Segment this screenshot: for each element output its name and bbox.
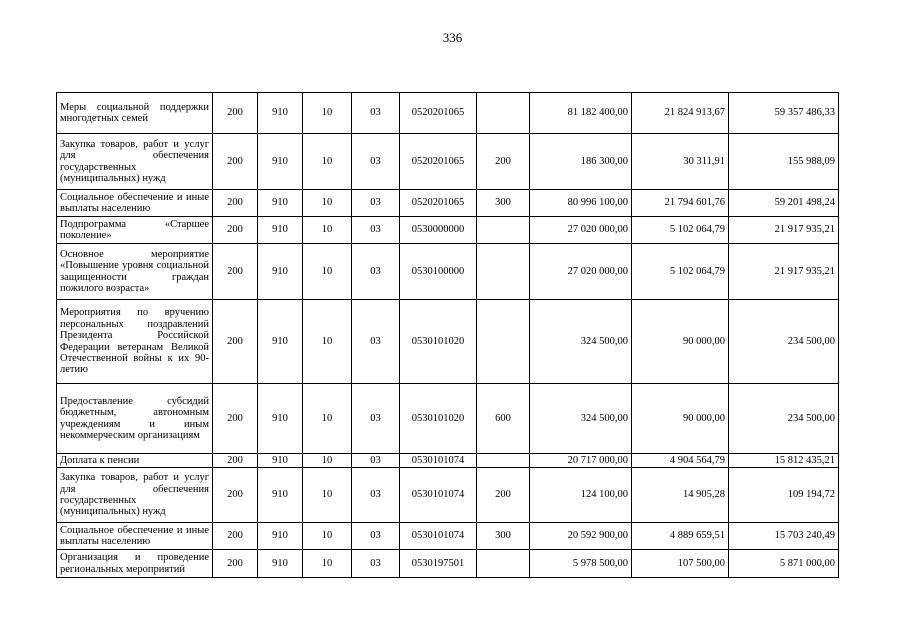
- cell-expense-type: [477, 217, 530, 244]
- cell-section: 10: [303, 244, 352, 300]
- budget-table: [56, 92, 839, 578]
- cell-name: Социальное обеспечение и иные выплаты населению: [57, 190, 213, 217]
- cell-expense-type: [477, 300, 530, 384]
- cell-expense-type: 200: [477, 468, 530, 523]
- cell-target-code: 0520201065: [400, 93, 477, 134]
- cell-remainder: 15 812 435,21: [729, 454, 839, 468]
- cell-executed: 107 500,00: [632, 550, 729, 578]
- cell-admin-code: 200: [213, 384, 258, 454]
- cell-planned: 186 300,00: [530, 134, 632, 190]
- cell-remainder: 15 703 240,49: [729, 523, 839, 550]
- table-body: [57, 93, 839, 578]
- cell-remainder: 21 917 935,21: [729, 244, 839, 300]
- cell-target-code: 0530197501: [400, 550, 477, 578]
- table-row: [57, 550, 839, 578]
- cell-target-code: 0520201065: [400, 134, 477, 190]
- cell-name: Мероприятия по вручению персональных поздравлений Президента Российской Федерации ветеранам Великой Отечественной войны к их 90-летию: [57, 300, 213, 384]
- cell-subsection: 03: [352, 93, 400, 134]
- cell-subsection: 03: [352, 190, 400, 217]
- cell-name: Основное мероприятие «Повышение уровня социальной защищенности граждан пожилого возраста»: [57, 244, 213, 300]
- cell-planned: 324 500,00: [530, 384, 632, 454]
- cell-remainder: 21 917 935,21: [729, 217, 839, 244]
- cell-remainder: 234 500,00: [729, 384, 839, 454]
- table-row: [57, 523, 839, 550]
- cell-admin-code: 200: [213, 217, 258, 244]
- cell-name: Предоставление субсидий бюджетным, автономным учреждениям и иным некоммерческим организациям: [57, 384, 213, 454]
- cell-dept-code: 910: [258, 523, 303, 550]
- cell-section: 10: [303, 454, 352, 468]
- table-row: [57, 384, 839, 454]
- cell-dept-code: 910: [258, 93, 303, 134]
- table-row: [57, 217, 839, 244]
- cell-section: 10: [303, 550, 352, 578]
- cell-admin-code: 200: [213, 93, 258, 134]
- table-row: [57, 134, 839, 190]
- cell-section: 10: [303, 217, 352, 244]
- cell-remainder: 59 201 498,24: [729, 190, 839, 217]
- table-row: [57, 244, 839, 300]
- cell-subsection: 03: [352, 300, 400, 384]
- cell-admin-code: 200: [213, 468, 258, 523]
- cell-subsection: 03: [352, 244, 400, 300]
- cell-expense-type: 600: [477, 384, 530, 454]
- cell-remainder: 109 194,72: [729, 468, 839, 523]
- cell-remainder: 155 988,09: [729, 134, 839, 190]
- cell-admin-code: 200: [213, 454, 258, 468]
- cell-section: 10: [303, 190, 352, 217]
- cell-name: Закупка товаров, работ и услуг для обеспечения государственных (муниципальных) нужд: [57, 468, 213, 523]
- cell-dept-code: 910: [258, 468, 303, 523]
- cell-section: 10: [303, 384, 352, 454]
- cell-executed: 90 000,00: [632, 384, 729, 454]
- cell-expense-type: [477, 93, 530, 134]
- cell-dept-code: 910: [258, 300, 303, 384]
- cell-name: Меры социальной поддержки многодетных семей: [57, 93, 213, 134]
- cell-planned: 5 978 500,00: [530, 550, 632, 578]
- cell-name: Доплата к пенсии: [57, 454, 213, 468]
- cell-remainder: 59 357 486,33: [729, 93, 839, 134]
- cell-target-code: 0530101020: [400, 300, 477, 384]
- cell-subsection: 03: [352, 384, 400, 454]
- cell-name: Подпрограмма «Старшее поколение»: [57, 217, 213, 244]
- table-row: [57, 190, 839, 217]
- cell-planned: 20 592 900,00: [530, 523, 632, 550]
- cell-target-code: 0530000000: [400, 217, 477, 244]
- cell-expense-type: [477, 244, 530, 300]
- cell-subsection: 03: [352, 134, 400, 190]
- cell-executed: 5 102 064,79: [632, 244, 729, 300]
- cell-section: 10: [303, 93, 352, 134]
- cell-expense-type: 300: [477, 523, 530, 550]
- cell-executed: 4 904 564,79: [632, 454, 729, 468]
- table-row: [57, 454, 839, 468]
- cell-executed: 14 905,28: [632, 468, 729, 523]
- cell-dept-code: 910: [258, 217, 303, 244]
- cell-executed: 21 794 601,76: [632, 190, 729, 217]
- cell-planned: 124 100,00: [530, 468, 632, 523]
- cell-target-code: 0530101074: [400, 454, 477, 468]
- cell-subsection: 03: [352, 523, 400, 550]
- cell-planned: 20 717 000,00: [530, 454, 632, 468]
- cell-executed: 21 824 913,67: [632, 93, 729, 134]
- page-number: 336: [442, 30, 463, 45]
- cell-dept-code: 910: [258, 454, 303, 468]
- cell-admin-code: 200: [213, 244, 258, 300]
- cell-target-code: 0530101020: [400, 384, 477, 454]
- cell-target-code: 0530101074: [400, 523, 477, 550]
- cell-section: 10: [303, 523, 352, 550]
- cell-executed: 5 102 064,79: [632, 217, 729, 244]
- cell-executed: 4 889 659,51: [632, 523, 729, 550]
- cell-name: Организация и проведение региональных мероприятий: [57, 550, 213, 578]
- cell-name: Социальное обеспечение и иные выплаты населению: [57, 523, 213, 550]
- cell-subsection: 03: [352, 454, 400, 468]
- cell-planned: 27 020 000,00: [530, 244, 632, 300]
- cell-target-code: 0520201065: [400, 190, 477, 217]
- cell-remainder: 234 500,00: [729, 300, 839, 384]
- cell-expense-type: 300: [477, 190, 530, 217]
- cell-remainder: 5 871 000,00: [729, 550, 839, 578]
- cell-expense-type: 200: [477, 134, 530, 190]
- cell-planned: 27 020 000,00: [530, 217, 632, 244]
- cell-admin-code: 200: [213, 523, 258, 550]
- cell-target-code: 0530101074: [400, 468, 477, 523]
- cell-section: 10: [303, 300, 352, 384]
- cell-dept-code: 910: [258, 244, 303, 300]
- cell-subsection: 03: [352, 217, 400, 244]
- cell-planned: 81 182 400,00: [530, 93, 632, 134]
- cell-section: 10: [303, 468, 352, 523]
- cell-executed: 90 000,00: [632, 300, 729, 384]
- cell-admin-code: 200: [213, 300, 258, 384]
- cell-expense-type: [477, 454, 530, 468]
- cell-dept-code: 910: [258, 384, 303, 454]
- cell-admin-code: 200: [213, 550, 258, 578]
- table-row: [57, 468, 839, 523]
- cell-target-code: 0530100000: [400, 244, 477, 300]
- cell-section: 10: [303, 134, 352, 190]
- cell-dept-code: 910: [258, 190, 303, 217]
- cell-subsection: 03: [352, 468, 400, 523]
- cell-dept-code: 910: [258, 134, 303, 190]
- cell-name: Закупка товаров, работ и услуг для обеспечения государственных (муниципальных) нужд: [57, 134, 213, 190]
- cell-admin-code: 200: [213, 190, 258, 217]
- cell-expense-type: [477, 550, 530, 578]
- cell-planned: 80 996 100,00: [530, 190, 632, 217]
- cell-dept-code: 910: [258, 550, 303, 578]
- cell-planned: 324 500,00: [530, 300, 632, 384]
- cell-subsection: 03: [352, 550, 400, 578]
- cell-executed: 30 311,91: [632, 134, 729, 190]
- cell-admin-code: 200: [213, 134, 258, 190]
- table-row: [57, 300, 839, 384]
- table-row: [57, 93, 839, 134]
